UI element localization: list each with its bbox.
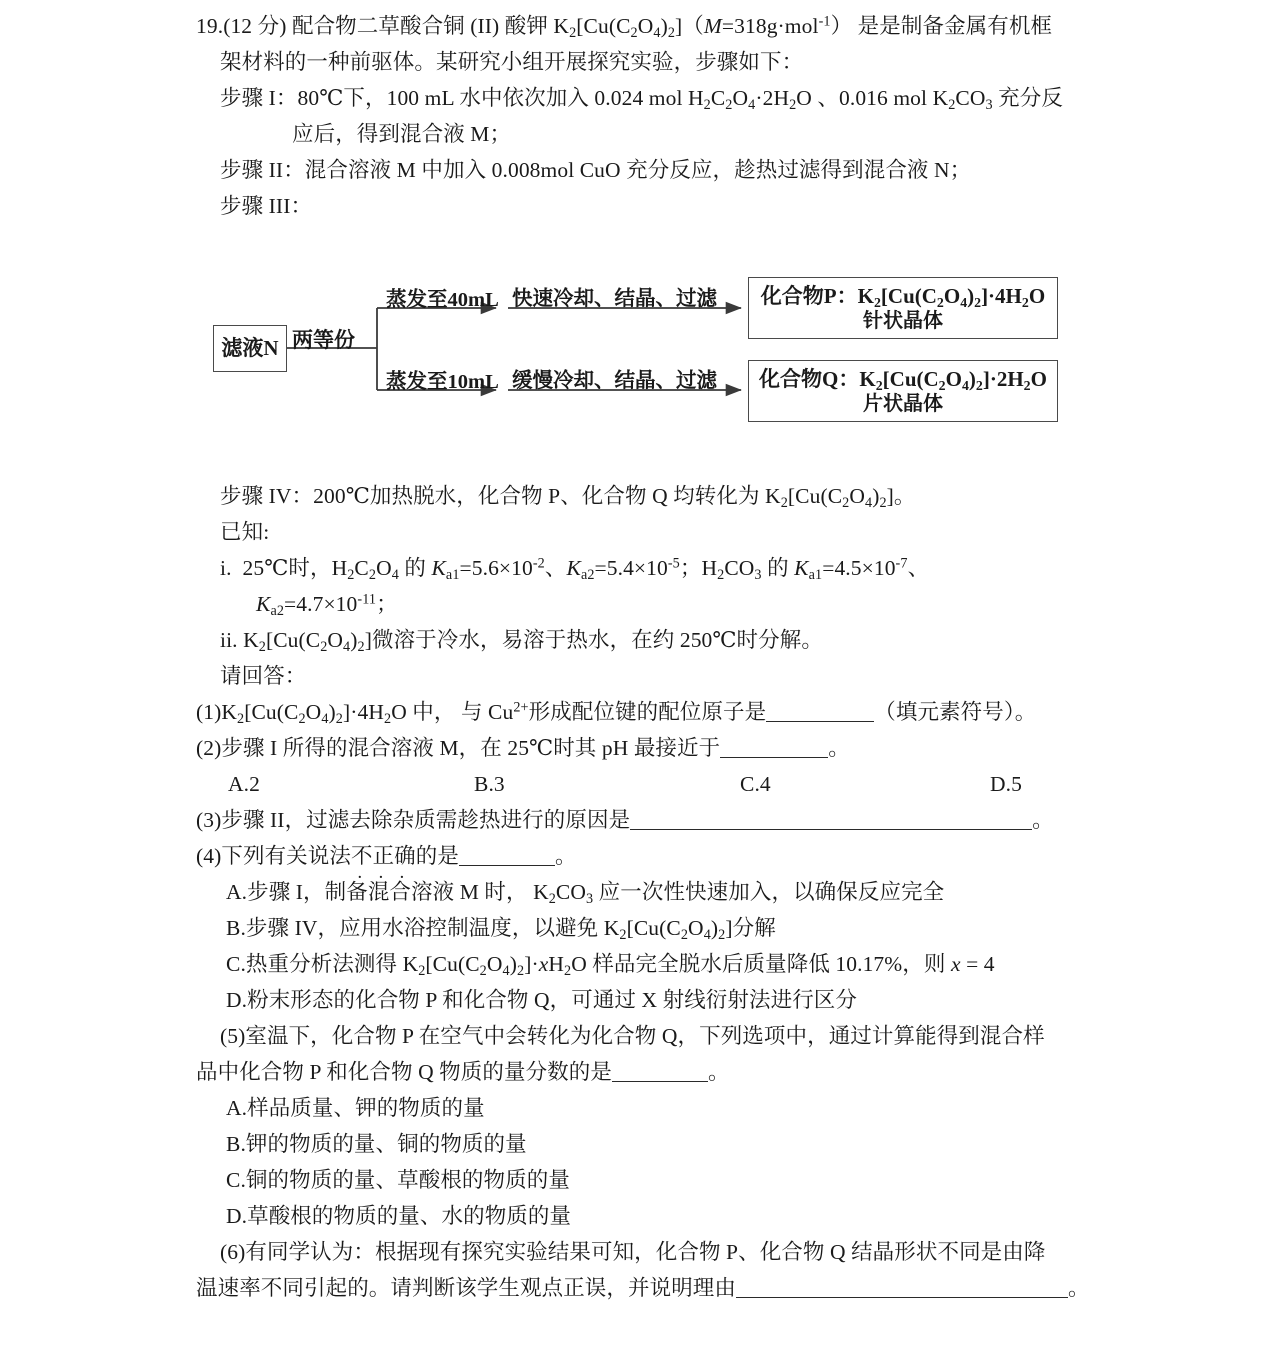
question-5-text: 室温下，化合物 P 在空气中会转化为化合物 Q，下列选项中，通过计算能得到混合样 bbox=[245, 1024, 1045, 1048]
option-4-d[interactable]: D.粉末形态的化合物 P 和化合物 Q，可通过 X 射线衍射法进行区分 bbox=[226, 988, 857, 1012]
option-4-b-text: ) bbox=[710, 916, 719, 940]
molar-mass-value: =318g·mol bbox=[721, 14, 819, 38]
sub: a1 bbox=[808, 566, 823, 583]
option-4-c-text: [Cu(C bbox=[425, 952, 480, 976]
ka2-symbol: K bbox=[566, 556, 581, 580]
option-5-d[interactable]: D.草酸根的物质的量、水的物质的量 bbox=[226, 1204, 572, 1228]
sub: 2 bbox=[258, 638, 266, 655]
sub: 2 bbox=[789, 96, 797, 113]
known-item-2-text: [Cu(C bbox=[265, 628, 321, 652]
question-5-number: (5) bbox=[220, 1024, 246, 1048]
product-p-formula: ) bbox=[967, 284, 975, 308]
ka1-value: =5.6×10 bbox=[459, 556, 533, 580]
product-p-formula: [Cu(C bbox=[880, 284, 937, 308]
step-4: 步骤 IV：200℃加热脱水，化合物 P、化合物 Q 均转化为 $K_2[Cu(C_2O_4)_2]$。 bbox=[220, 484, 916, 511]
option-4-c[interactable]: C.热重分析法测得 $K_2[Cu(C_2O_4)_2]\cdot xH_2O$ 样品完全脱水后质量降低 10.17%，则 x = 4 bbox=[226, 952, 995, 979]
known-heading: 已知: bbox=[220, 520, 270, 544]
sub: 4 bbox=[703, 926, 711, 943]
question-2-number: (2) bbox=[196, 736, 222, 760]
answer-blank-6[interactable] bbox=[736, 1297, 1068, 1298]
sub: a2 bbox=[270, 602, 285, 619]
known-item-1-text: ；H bbox=[679, 556, 718, 580]
option-4-c-x: x bbox=[538, 952, 549, 976]
question-4-text: 下列有关说法 bbox=[221, 844, 351, 868]
sub: 2 bbox=[320, 638, 328, 655]
option-2-c[interactable]: C.4 bbox=[740, 772, 771, 796]
sub: 3 bbox=[985, 96, 993, 113]
step-1-text: CO bbox=[955, 86, 986, 110]
sub: 2 bbox=[383, 710, 392, 727]
question-3-text: 。 bbox=[1032, 808, 1054, 832]
sub: 2 bbox=[718, 926, 726, 943]
option-5-a[interactable]: A.样品质量、钾的物质的量 bbox=[226, 1096, 485, 1120]
question-body-lower bbox=[196, 478, 1096, 1306]
question-1-text: Cu bbox=[488, 700, 514, 724]
question-4-text: 。 bbox=[555, 844, 577, 868]
known-item-1-continued bbox=[196, 586, 1096, 622]
question-1-text: ]·4H bbox=[342, 700, 384, 724]
sub: 4 bbox=[864, 494, 873, 511]
stem-text: ） 是是制备金属有机框 bbox=[830, 14, 1053, 38]
step-1-label: 步骤 I： bbox=[220, 86, 298, 110]
known-item-1-label: i. bbox=[220, 556, 232, 580]
sup: -11 bbox=[357, 591, 377, 608]
step-4-text: ]。 bbox=[886, 484, 916, 508]
sub: 2 bbox=[1023, 377, 1031, 393]
option-4-c-text: ) bbox=[509, 952, 517, 976]
sup: -7 bbox=[895, 555, 908, 572]
question-number: 19. bbox=[196, 14, 224, 38]
question-6-number: (6) bbox=[220, 1240, 246, 1264]
stem-text: [Cu(C bbox=[576, 14, 631, 38]
known-item-2-text: ]微溶于冷水，易溶于热水，在约 250℃时分解。 bbox=[364, 628, 823, 652]
sub: 2 bbox=[630, 24, 638, 41]
sub: 2 bbox=[548, 890, 556, 907]
answer-blank-4[interactable] bbox=[459, 865, 555, 866]
option-4-c-text: C.热重分析法测得 K bbox=[226, 952, 419, 976]
sub: 3 bbox=[586, 890, 594, 907]
question-6-text: 。 bbox=[1068, 1276, 1090, 1300]
option-2-a[interactable]: A.2 bbox=[228, 772, 260, 796]
question-6-text: 温速率不同引起的。请判断该学生观点正误，并说明理由 bbox=[196, 1276, 737, 1300]
question-5-text: 。 bbox=[708, 1060, 730, 1084]
option-5-b[interactable]: B.钾的物质的量、铜的物质的量 bbox=[226, 1132, 527, 1156]
ka2b-value: =4.7×10 bbox=[284, 592, 358, 616]
known-item-2: ii. $K_2[Cu(C_2O_4)_2]$微溶于冷水，易溶于热水，在约 250℃时分解。 bbox=[220, 628, 823, 655]
option-5-c[interactable]: C.铜的物质的量、草酸根的物质的量 bbox=[226, 1168, 570, 1192]
sub: 4 bbox=[502, 962, 510, 979]
sub: 4 bbox=[391, 566, 399, 583]
step-1-text: 80℃下，100 mL 水中依次加入 0.024 mol H bbox=[297, 86, 704, 110]
sub: 2 bbox=[703, 96, 711, 113]
known-item-1 bbox=[196, 550, 1096, 586]
option-4-a[interactable] bbox=[196, 874, 1096, 910]
option-4-c-text: = 4 bbox=[960, 952, 995, 976]
ka1b-value: =4.5×10 bbox=[822, 556, 896, 580]
question-2-options bbox=[196, 766, 1096, 802]
product-p-formula: ]·4H bbox=[981, 284, 1022, 308]
sub: 4 bbox=[321, 710, 329, 727]
step-1-text: 充分反 bbox=[992, 86, 1063, 110]
question-points: (12 分) bbox=[223, 14, 287, 38]
option-4-a-text: CO bbox=[555, 880, 586, 904]
answer-prompt: 请回答： bbox=[220, 664, 307, 688]
known-item-2-text: K bbox=[243, 628, 259, 652]
sub: 4 bbox=[343, 638, 351, 655]
sup: -5 bbox=[667, 555, 680, 572]
known-item-1-text: 的 bbox=[398, 556, 432, 580]
answer-blank-1[interactable] bbox=[766, 721, 874, 722]
sub: 2 bbox=[842, 494, 850, 511]
known-item-1-text: O bbox=[376, 556, 392, 580]
flowchart-branch2-evaporate-label: 蒸发至10mL bbox=[386, 371, 499, 393]
molar-mass-symbol: M bbox=[703, 14, 722, 38]
question-2 bbox=[196, 730, 1096, 766]
question-4-text: 的是 bbox=[415, 844, 459, 868]
question-1-text: [Cu(C bbox=[244, 700, 299, 724]
product-p-label: 化合物P： bbox=[760, 284, 858, 308]
option-2-d[interactable]: D.5 bbox=[990, 772, 1022, 796]
known-item-1-text: 、 bbox=[907, 556, 930, 580]
question-5-line-1 bbox=[196, 1018, 1096, 1054]
option-4-b-text: [Cu(C bbox=[626, 916, 681, 940]
flowchart-source-box: 滤液N bbox=[213, 325, 287, 372]
sub: 2 bbox=[680, 926, 689, 943]
product-q-formula: K bbox=[859, 367, 876, 391]
known-item-2-text: ) bbox=[350, 628, 358, 652]
sub: 2 bbox=[357, 638, 365, 655]
product-p-formula: O bbox=[1028, 284, 1046, 308]
sub: 2 bbox=[875, 377, 883, 393]
question-3-number: (3) bbox=[196, 808, 222, 832]
question-5-text: 品中化合物 P 和化合物 Q 物质的量分数的是 bbox=[196, 1060, 612, 1084]
sup: -1 bbox=[818, 13, 831, 30]
sub: 2 bbox=[873, 294, 881, 310]
question-1-text: （填元素符号）。 bbox=[874, 700, 1037, 724]
sub: 2 bbox=[717, 566, 725, 583]
sub: 2 bbox=[569, 24, 577, 41]
sub: 2 bbox=[780, 494, 788, 511]
question-1-text: O 中， 与 bbox=[391, 700, 489, 724]
question-6-line-2 bbox=[196, 1270, 1096, 1306]
sub: 2 bbox=[725, 96, 733, 113]
product-q-formula: ]·2H bbox=[982, 367, 1024, 391]
sub: 2 bbox=[335, 710, 343, 727]
stem-text: 配合物二草酸合铜 (II) 酸钾 K bbox=[291, 14, 570, 38]
sub: 2 bbox=[368, 566, 377, 583]
ka1b-symbol: K bbox=[794, 556, 809, 580]
step-4-text: ) bbox=[872, 484, 880, 508]
sup: -2 bbox=[532, 555, 545, 572]
question-4 bbox=[196, 838, 1096, 874]
flowchart-product-p-box: 化合物P：$K_2[Cu(C_2O_4)_2]\cdot 4H_2O$ 针状晶体 bbox=[748, 277, 1058, 339]
step-2-label: 步骤 II： bbox=[220, 158, 305, 182]
step-4-text: [Cu(C bbox=[787, 484, 843, 508]
ka1-symbol: K bbox=[431, 556, 446, 580]
flowchart bbox=[196, 262, 1086, 442]
step-2 bbox=[196, 152, 1096, 188]
product-q-formula: ) bbox=[968, 367, 976, 391]
option-4-c-text: ]· bbox=[524, 952, 539, 976]
question-5-line-2 bbox=[196, 1054, 1096, 1090]
question-3 bbox=[196, 802, 1096, 838]
sub: a1 bbox=[445, 566, 460, 583]
step-4-label: 步骤 IV： bbox=[220, 484, 314, 508]
question-4-number: (4) bbox=[196, 844, 222, 868]
flowchart-branch1-process-label: 快速冷却、结晶、过滤 bbox=[512, 288, 717, 310]
sub: 2 bbox=[667, 24, 676, 41]
sub: 2 bbox=[298, 710, 306, 727]
sub: 4 bbox=[961, 377, 969, 393]
sup: 2+ bbox=[513, 699, 529, 716]
sub: 2 bbox=[879, 494, 887, 511]
sub: 2 bbox=[347, 566, 355, 583]
question-1: $(1)K_2[Cu(C_2O_4)_2]\cdot 4H_2O$ 中， 与 $Cu^{2+}$形成配位键的配位原子是 （填元素符号）。 bbox=[196, 699, 1037, 727]
sub: 2 bbox=[564, 962, 572, 979]
ka2b-symbol: K bbox=[256, 592, 271, 616]
known-item-1-text: 、 bbox=[544, 556, 567, 580]
option-2-b[interactable]: B.3 bbox=[474, 772, 505, 796]
question-6-text: 有同学认为：根据现有探究实验结果可知，化合物 P、化合物 Q 结晶形状不同是由降 bbox=[245, 1240, 1046, 1264]
sub: 2 bbox=[237, 710, 245, 727]
sub: 2 bbox=[418, 962, 426, 979]
sub: a2 bbox=[580, 566, 595, 583]
option-4-a-text: 应一次性快速加入，以确保反应完全 bbox=[593, 880, 945, 904]
answer-blank-5[interactable] bbox=[612, 1081, 708, 1082]
option-4-b-text: B.步骤 IV，应用水浴控制温度，以避免 K bbox=[226, 916, 620, 940]
sub: 3 bbox=[754, 566, 762, 583]
sub: 4 bbox=[653, 24, 661, 41]
step-1: 步骤 I：80℃下，100 mL 水中依次加入 0.024 mol $H_2C_2O_4\cdot 2H_2O$ 、0.016 mol $K_2CO_3$ 充分反 bbox=[220, 86, 1063, 113]
question-3-text: 步骤 II，过滤去除杂质需趁热进行的原因是 bbox=[221, 808, 631, 832]
known-item-1-text: 的 bbox=[761, 556, 795, 580]
known-item-1-text: CO bbox=[724, 556, 755, 580]
ka2-value: =5.4×10 bbox=[594, 556, 668, 580]
sub: 2 bbox=[1021, 294, 1029, 310]
flowchart-branch1-evaporate-label: 蒸发至40mL bbox=[386, 289, 499, 311]
question-6-line-1 bbox=[196, 1234, 1096, 1270]
product-q-label: 化合物Q： bbox=[759, 367, 860, 391]
answer-blank-2[interactable] bbox=[720, 757, 828, 758]
question-stem-line-2: 架材料的一种前驱体。某研究小组开展探究实验，步骤如下： bbox=[220, 50, 804, 74]
product-q-habit: 片状晶体 bbox=[863, 393, 943, 416]
step-1-text: ·2H bbox=[755, 86, 790, 110]
question-2-text: 步骤 I 所得的混合溶液 M，在 25℃时其 pH 最接近于 bbox=[221, 736, 721, 760]
flowchart-split-label: 两等份 bbox=[292, 328, 355, 352]
question-2-text: 。 bbox=[828, 736, 850, 760]
product-p-habit: 针状晶体 bbox=[863, 310, 943, 333]
sub: 2 bbox=[516, 962, 525, 979]
sub: 4 bbox=[960, 294, 968, 310]
sub: 2 bbox=[974, 294, 982, 310]
sub: 2 bbox=[936, 294, 944, 310]
option-4-b-text: ]分解 bbox=[725, 916, 776, 940]
flowchart-product-q-box: 化合物Q：$K_2[Cu(C_2O_4)_2]\cdot 2H_2O$ 片状晶体 bbox=[748, 360, 1058, 422]
step-3: 步骤 III： bbox=[220, 194, 313, 218]
option-4-b[interactable]: B.步骤 IV，应用水浴控制温度，以避免 $K_2[Cu(C_2O_4)_2]$分解 bbox=[226, 916, 776, 943]
step-2-text: 混合溶液 M 中加入 0.008mol CuO 充分反应，趁热过滤得到混合液 N； bbox=[304, 158, 972, 182]
step-4-text: 200℃加热脱水，化合物 P、化合物 Q 均转化为 K bbox=[313, 484, 781, 508]
product-p-formula: K bbox=[857, 284, 874, 308]
question-1-text: 形成配位键的配位原子是 bbox=[528, 700, 767, 724]
question-1-text: ) bbox=[328, 700, 336, 724]
option-4-c-text: O 样品完全脱水后质量降低 10.17%，则 bbox=[571, 952, 951, 976]
option-4-c-text: H bbox=[548, 952, 565, 976]
sub: 2 bbox=[948, 96, 956, 113]
stem-text: ) bbox=[660, 14, 668, 38]
question-body bbox=[196, 8, 1096, 224]
step-1-text: O 、0.016 mol K bbox=[796, 86, 949, 110]
sub: 2 bbox=[938, 377, 946, 393]
sub: 2 bbox=[479, 962, 487, 979]
product-q-formula: [Cu(C bbox=[882, 367, 939, 391]
question-1-text: K bbox=[221, 700, 238, 724]
answer-blank-3[interactable] bbox=[630, 829, 1032, 830]
known-item-1-text: C bbox=[354, 556, 369, 580]
question-1-number: (1) bbox=[196, 700, 222, 724]
question-4-emphasis: 不正确 · · · bbox=[351, 838, 416, 874]
sub: 2 bbox=[975, 377, 983, 393]
known-item-2-label: ii. bbox=[220, 628, 238, 652]
step-1-continued: 应后，得到混合液 M； bbox=[292, 122, 512, 146]
known-item-1-text: 25℃时，H bbox=[242, 556, 348, 580]
option-4-a-text: A.步骤 I，制备混合溶液 M 时， K bbox=[226, 880, 549, 904]
product-q-formula: O bbox=[1030, 367, 1047, 391]
stem-text: ]（ bbox=[675, 14, 704, 38]
sub: 2 bbox=[619, 926, 627, 943]
option-4-c-x2: x bbox=[950, 952, 961, 976]
known-item-1-text: ； bbox=[376, 592, 398, 616]
question-stem-line-1: 19.(12 分) 配合物二草酸合铜 (II) 酸钾 $K_2[Cu(C_2O_4)_2](M=318g\cdot mol^{-1})$ 是是制备金属有机框 bbox=[196, 13, 1053, 41]
step-1-text: O bbox=[732, 86, 749, 110]
flowchart-branch2-process-label: 缓慢冷却、结晶、过滤 bbox=[512, 370, 717, 392]
sub: 4 bbox=[748, 96, 756, 113]
